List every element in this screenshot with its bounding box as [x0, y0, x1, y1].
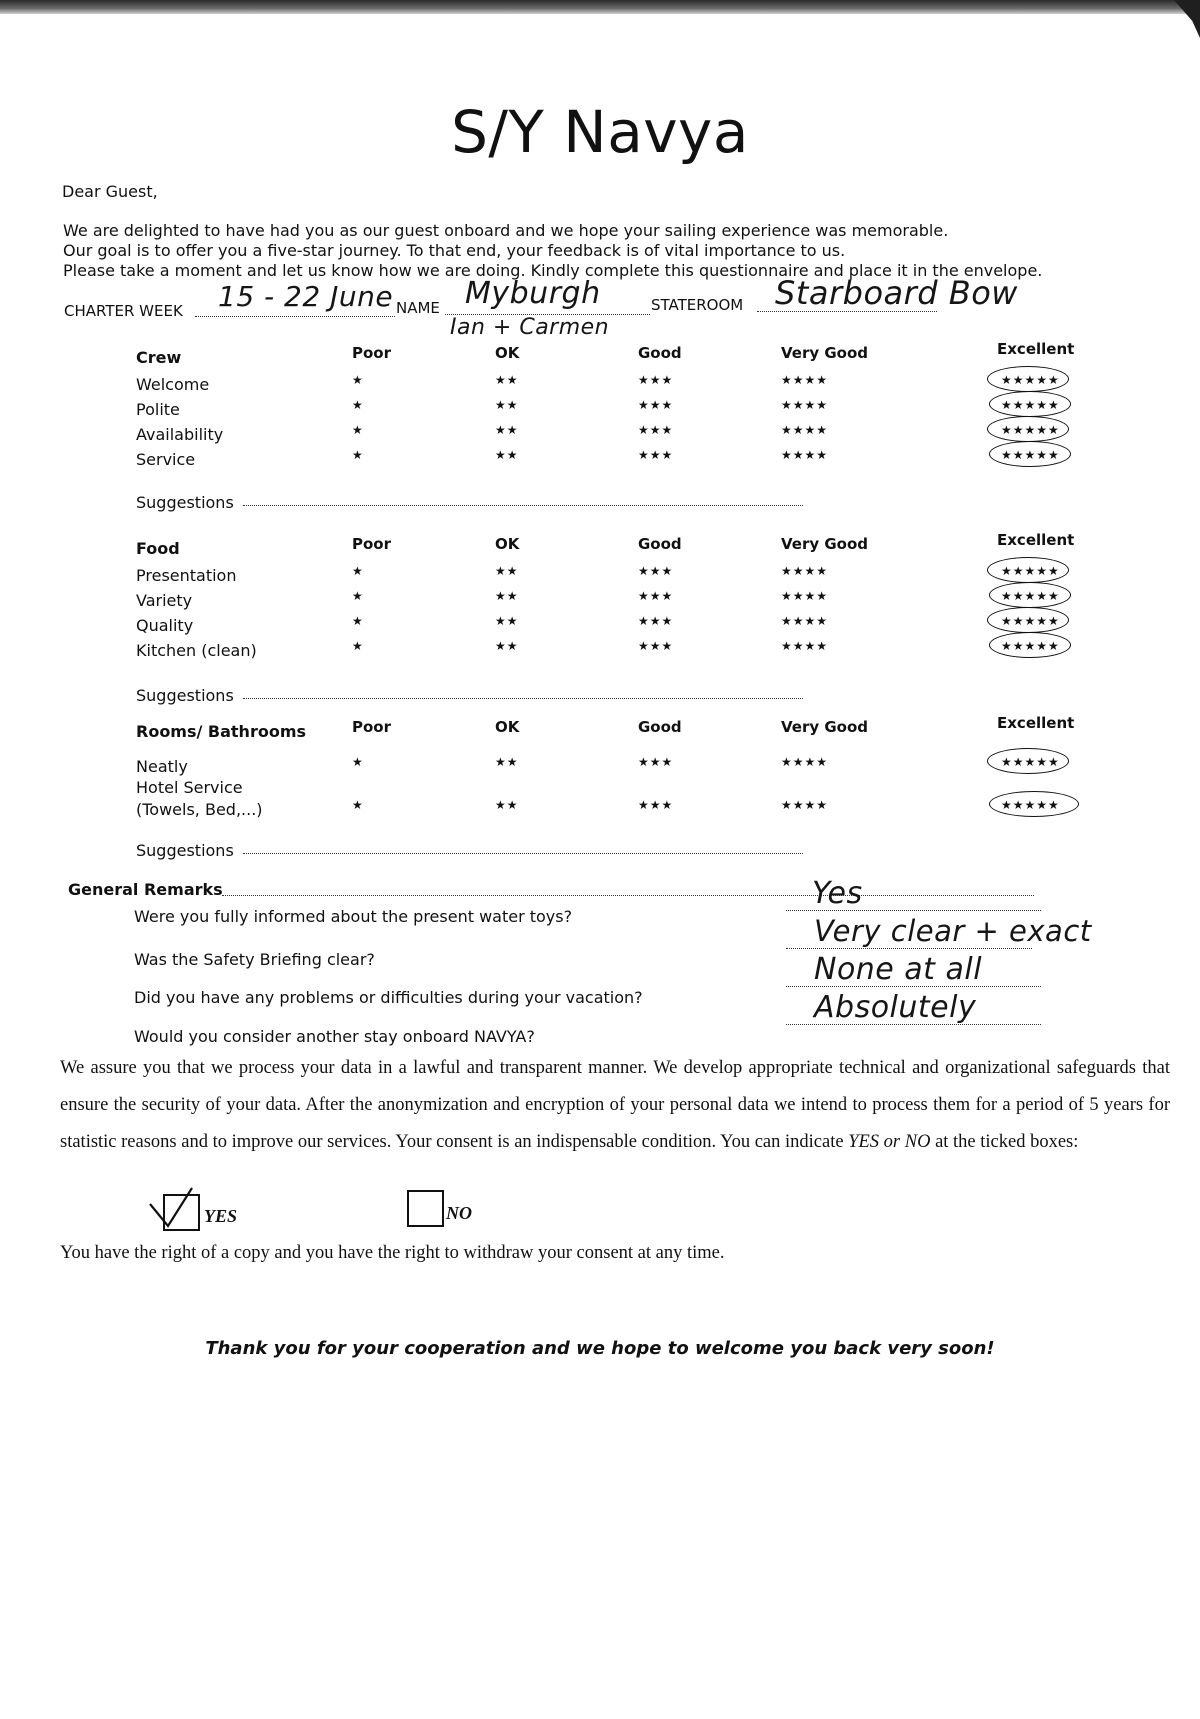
- rating-stars-5[interactable]: ★★★★★: [1001, 798, 1060, 812]
- rating-stars-1[interactable]: ★: [352, 639, 364, 653]
- rating-stars-1[interactable]: ★: [352, 614, 364, 628]
- rating-stars-2[interactable]: ★★: [495, 423, 519, 437]
- thanks-message: Thank you for your cooperation and we hope to welcome you back very soon!: [205, 1338, 995, 1359]
- remark-question: Was the Safety Briefing clear?: [134, 950, 375, 969]
- greeting: Dear Guest,: [62, 182, 158, 201]
- rating-stars-2[interactable]: ★★: [495, 755, 519, 769]
- rating-stars-1[interactable]: ★: [352, 448, 364, 462]
- rating-selection-circle: [987, 748, 1069, 774]
- remark-answer[interactable]: Absolutely: [814, 990, 977, 1025]
- general-remarks-line: [222, 895, 1034, 896]
- check-mark-icon: [148, 1186, 208, 1231]
- rating-stars-5[interactable]: ★★★★★: [1001, 423, 1060, 437]
- rating-stars-3[interactable]: ★★★: [638, 755, 674, 769]
- rating-stars-2[interactable]: ★★: [495, 564, 519, 578]
- column-header-good: Good: [638, 344, 682, 362]
- consent-no-label: NO: [446, 1203, 472, 1223]
- remark-question: Would you consider another stay onboard NAVYA?: [134, 1027, 535, 1046]
- rating-item-label: Service: [136, 450, 196, 469]
- rating-stars-5[interactable]: ★★★★★: [1001, 398, 1060, 412]
- rating-item-label: Neatly: [136, 757, 188, 776]
- rating-stars-3[interactable]: ★★★: [638, 798, 674, 812]
- suggestions-line[interactable]: [243, 505, 803, 506]
- intro-line-3: Please take a moment and let us know how we are doing. Kindly complete this questionnaire and place it in the envelope.: [63, 261, 1043, 280]
- column-header-excellent: Excellent: [997, 531, 1075, 549]
- rating-stars-4[interactable]: ★★★★: [781, 798, 829, 812]
- rating-stars-1[interactable]: ★: [352, 798, 364, 812]
- rating-stars-1[interactable]: ★: [352, 755, 364, 769]
- rating-stars-2[interactable]: ★★: [495, 373, 519, 387]
- column-header-excellent: Excellent: [997, 714, 1075, 732]
- rating-stars-2[interactable]: ★★: [495, 798, 519, 812]
- rating-stars-1[interactable]: ★: [352, 564, 364, 578]
- rating-stars-3[interactable]: ★★★: [638, 614, 674, 628]
- rating-item-label: Presentation: [136, 566, 237, 585]
- rating-selection-circle: [989, 582, 1071, 608]
- rating-stars-4[interactable]: ★★★★: [781, 398, 829, 412]
- rating-item-label: Kitchen (clean): [136, 641, 257, 660]
- rating-stars-2[interactable]: ★★: [495, 639, 519, 653]
- rating-stars-2[interactable]: ★★: [495, 448, 519, 462]
- remark-answer[interactable]: Very clear + exact: [814, 914, 1092, 948]
- rating-selection-circle: [989, 791, 1079, 817]
- column-header-good: Good: [638, 718, 682, 736]
- rating-stars-3[interactable]: ★★★: [638, 639, 674, 653]
- intro-line-2: Our goal is to offer you a five-star journey. To that end, your feedback is of vital importance to us.: [63, 241, 846, 260]
- column-header-poor: Poor: [352, 535, 392, 553]
- remark-answer-line: [786, 948, 1032, 949]
- column-header-excellent: Excellent: [997, 340, 1075, 358]
- column-header-poor: Poor: [352, 344, 392, 362]
- column-header-ok: OK: [495, 535, 520, 553]
- section-title-crew: Crew: [136, 348, 182, 367]
- scan-top-edge: [0, 0, 1200, 14]
- rating-selection-circle: [989, 632, 1071, 658]
- charter-week-line: [195, 316, 395, 317]
- column-header-very-good: Very Good: [781, 344, 869, 362]
- general-remarks-label: General Remarks: [68, 880, 223, 899]
- rating-stars-4[interactable]: ★★★★: [781, 423, 829, 437]
- rating-selection-circle: [989, 391, 1071, 417]
- rating-stars-4[interactable]: ★★★★: [781, 614, 829, 628]
- rating-item-label: Hotel Service: [136, 778, 243, 797]
- rating-stars-3[interactable]: ★★★: [638, 423, 674, 437]
- rating-selection-circle: [987, 557, 1069, 583]
- rating-item-label: Welcome: [136, 375, 210, 394]
- rating-stars-1[interactable]: ★: [352, 398, 364, 412]
- column-header-poor: Poor: [352, 718, 392, 736]
- name-value[interactable]: Myburgh: [465, 276, 601, 311]
- rating-stars-4[interactable]: ★★★★: [781, 589, 829, 603]
- rating-stars-2[interactable]: ★★: [495, 614, 519, 628]
- section-title-food: Food: [136, 539, 180, 558]
- rating-stars-5[interactable]: ★★★★★: [1001, 589, 1060, 603]
- rating-stars-3[interactable]: ★★★: [638, 564, 674, 578]
- name-value-2[interactable]: Ian + Carmen: [450, 315, 610, 340]
- rating-selection-circle: [987, 416, 1069, 442]
- column-header-ok: OK: [495, 718, 520, 736]
- rating-stars-5[interactable]: ★★★★★: [1001, 564, 1060, 578]
- rating-stars-5[interactable]: ★★★★★: [1001, 639, 1060, 653]
- suggestions-label: Suggestions: [136, 686, 234, 705]
- rating-selection-circle: [987, 366, 1069, 392]
- rating-stars-3[interactable]: ★★★: [638, 448, 674, 462]
- rating-stars-3[interactable]: ★★★: [638, 373, 674, 387]
- stateroom-value[interactable]: Starboard Bow: [775, 274, 1018, 312]
- consent-yes-checkbox[interactable]: [163, 1194, 200, 1231]
- rating-stars-3[interactable]: ★★★: [638, 589, 674, 603]
- document-title: S/Y Navya: [451, 98, 749, 166]
- rating-stars-1[interactable]: ★: [352, 373, 364, 387]
- rating-item-label: (Towels, Bed,...): [136, 800, 263, 819]
- suggestions-label: Suggestions: [136, 841, 234, 860]
- consent-tail: at the ticked boxes:: [935, 1132, 1079, 1152]
- charter-week-label: CHARTER WEEK: [64, 302, 183, 320]
- suggestions-label: Suggestions: [136, 493, 234, 512]
- rating-stars-1[interactable]: ★: [352, 423, 364, 437]
- name-label: NAME: [396, 299, 440, 317]
- column-header-good: Good: [638, 535, 682, 553]
- section-title-rooms-bathrooms: Rooms/ Bathrooms: [136, 722, 307, 741]
- rating-stars-4[interactable]: ★★★★: [781, 755, 829, 769]
- rating-stars-4[interactable]: ★★★★: [781, 564, 829, 578]
- rating-stars-5[interactable]: ★★★★★: [1001, 448, 1060, 462]
- intro-line-1: We are delighted to have had you as our guest onboard and we hope your sailing experience was memorable.: [63, 221, 949, 240]
- column-header-ok: OK: [495, 344, 520, 362]
- rating-stars-3[interactable]: ★★★: [638, 398, 674, 412]
- charter-week-value[interactable]: 15 - 22 June: [218, 280, 394, 313]
- remark-answer[interactable]: None at all: [814, 952, 983, 987]
- consent-no-checkbox[interactable]: [407, 1190, 444, 1227]
- rating-stars-5[interactable]: ★★★★★: [1001, 614, 1060, 628]
- consent-yes-label: YES: [204, 1206, 238, 1226]
- rating-stars-1[interactable]: ★: [352, 589, 364, 603]
- consent-text: [60, 1050, 1170, 1161]
- rating-item-label: Quality: [136, 616, 194, 635]
- rating-stars-2[interactable]: ★★: [495, 589, 519, 603]
- suggestions-line[interactable]: [243, 698, 803, 699]
- remark-question: Were you fully informed about the present water toys?: [134, 907, 573, 926]
- remark-question: Did you have any problems or difficulties during your vacation?: [134, 988, 643, 1007]
- stateroom-label: STATEROOM: [651, 296, 744, 314]
- column-header-very-good: Very Good: [781, 535, 869, 553]
- rating-stars-5[interactable]: ★★★★★: [1001, 373, 1060, 387]
- rating-stars-5[interactable]: ★★★★★: [1001, 755, 1060, 769]
- rating-selection-circle: [987, 607, 1069, 633]
- consent-rights: You have the right of a copy and you have the right to withdraw your consent at any time.: [60, 1243, 725, 1263]
- consent-main: We assure you that we process your data in a lawful and transparent manner. We develop appropriate technical and organizational safeguards that ensure the security of your data. After the anonymization and encryption of your personal data we intend to process them for a period of 5 years for statistic reasons and to improve our services. Your consent is an indispensable condition. You can indicate: [60, 1058, 1170, 1152]
- rating-stars-4[interactable]: ★★★★: [781, 373, 829, 387]
- rating-stars-2[interactable]: ★★: [495, 398, 519, 412]
- rating-stars-4[interactable]: ★★★★: [781, 448, 829, 462]
- rating-stars-4[interactable]: ★★★★: [781, 639, 829, 653]
- suggestions-line[interactable]: [243, 853, 803, 854]
- consent-yes-no: YES or NO: [848, 1132, 931, 1152]
- rating-item-label: Variety: [136, 591, 193, 610]
- rating-item-label: Availability: [136, 425, 224, 444]
- rating-selection-circle: [989, 441, 1071, 467]
- remark-answer[interactable]: Yes: [812, 876, 863, 911]
- column-header-very-good: Very Good: [781, 718, 869, 736]
- rating-item-label: Polite: [136, 400, 180, 419]
